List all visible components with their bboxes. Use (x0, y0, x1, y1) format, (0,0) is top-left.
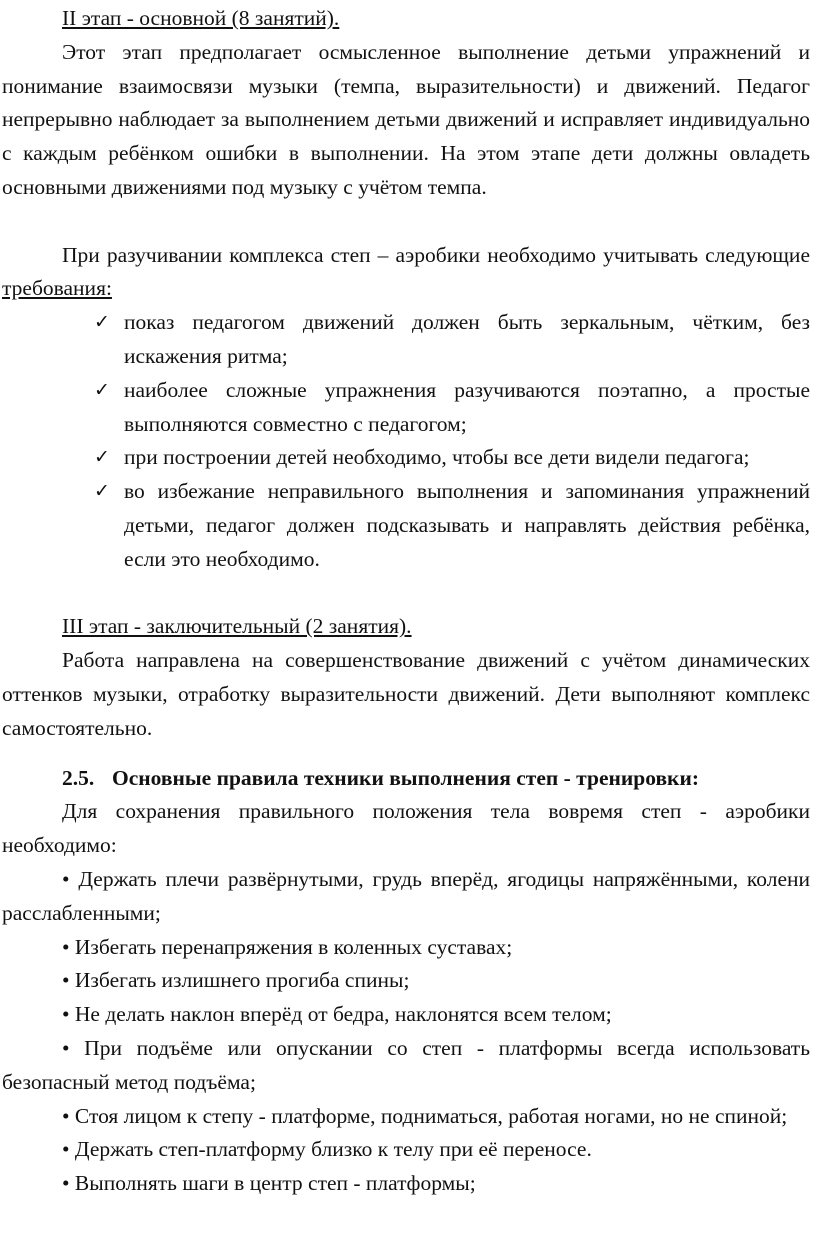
rule-item: • Держать степ-платформу близко к телу при её переносе. (62, 1137, 592, 1162)
bullet-icon: • (62, 968, 70, 993)
section-number: 2.5. (62, 765, 95, 790)
bullet-icon: • (62, 1035, 70, 1060)
check-mark-icon: ✓ (94, 378, 110, 401)
list-item: ✓ показ педагогом движений должен быть зеркальным, чётким, без искажения ритма; (94, 306, 810, 374)
stage2-paragraph: Этот этап предполагает осмысленное выполнение детьми упражнений и понимание взаимосвязи музыки (темпа, выразительности) и движений. Педагог непрерывно наблюдает за выполнением детьми движений и исправляет индивидуально с каждым ребёнком ошибки в выполнении. На этом этапе дети должны овладеть основными движениями под музыку с учётом темпа. (2, 39, 810, 199)
check-mark-icon: ✓ (94, 311, 110, 334)
bullet-icon: • (62, 1103, 70, 1128)
rule-item: • Держать плечи развёрнутыми, грудь вперёд, ягодицы напряжёнными, колени расслабленными; (2, 866, 810, 925)
bullet-icon: • (62, 1171, 70, 1196)
requirements-list (2, 306, 810, 576)
stage2-title: II этап - основной (8 занятий). (62, 6, 340, 30)
list-item: ✓ при построении детей необходимо, чтобы все дети видели педагога; (94, 441, 810, 475)
section-title: Основные правила техники выполнения степ - тренировки: (112, 765, 699, 790)
bullet-icon: • (62, 934, 70, 959)
stage3-paragraph: Работа направлена на совершенствование движений с учётом динамических оттенков музыки, отработку выразительности движений. Дети выполняют комплекс самостоятельно. (2, 648, 810, 740)
list-item: ✓ наиболее сложные упражнения разучиваются поэтапно, а простые выполняются совместно с педагогом; (94, 374, 810, 442)
stage3-title: III этап - заключительный (2 занятия). (62, 614, 412, 639)
check-mark-icon: ✓ (94, 480, 110, 503)
section-heading (62, 762, 810, 796)
spacer (2, 577, 810, 611)
rule-item: • Избегать излишнего прогиба спины; (62, 968, 410, 993)
rule-item: • При подъёме или опускании со степ - платформы всегда использовать безопасный метод подъёма; (2, 1035, 811, 1094)
spacer (2, 205, 810, 239)
bullet-icon: • (62, 1137, 70, 1162)
requirements-intro: При разучивании комплекса степ – аэробики необходимо учитывать следующие требования: (2, 242, 810, 301)
bullet-icon: • (62, 866, 70, 891)
list-item: ✓ во избежание неправильного выполнения и запоминания упражнений детьми, педагог должен подсказывать и направлять действия ребёнка, если это необходимо. (94, 475, 810, 576)
check-mark-icon: ✓ (94, 446, 110, 469)
bullet-icon: • (62, 1002, 70, 1027)
rule-item: • Избегать перенапряжения в коленных суставах; (62, 934, 513, 959)
spacer (2, 746, 810, 762)
rule-item: • Выполнять шаги в центр степ - платформы; (62, 1171, 476, 1196)
rule-item: • Не делать наклон вперёд от бедра, наклонятся всем телом; (62, 1002, 612, 1027)
section-intro: Для сохранения правильного положения тела вовремя степ - аэробики необходимо: (2, 799, 810, 858)
requirements-underlined: требования: (2, 276, 112, 301)
rule-item: • Стоя лицом к степу - платформе, подниматься, работая ногами, но не спиной; (62, 1103, 788, 1128)
